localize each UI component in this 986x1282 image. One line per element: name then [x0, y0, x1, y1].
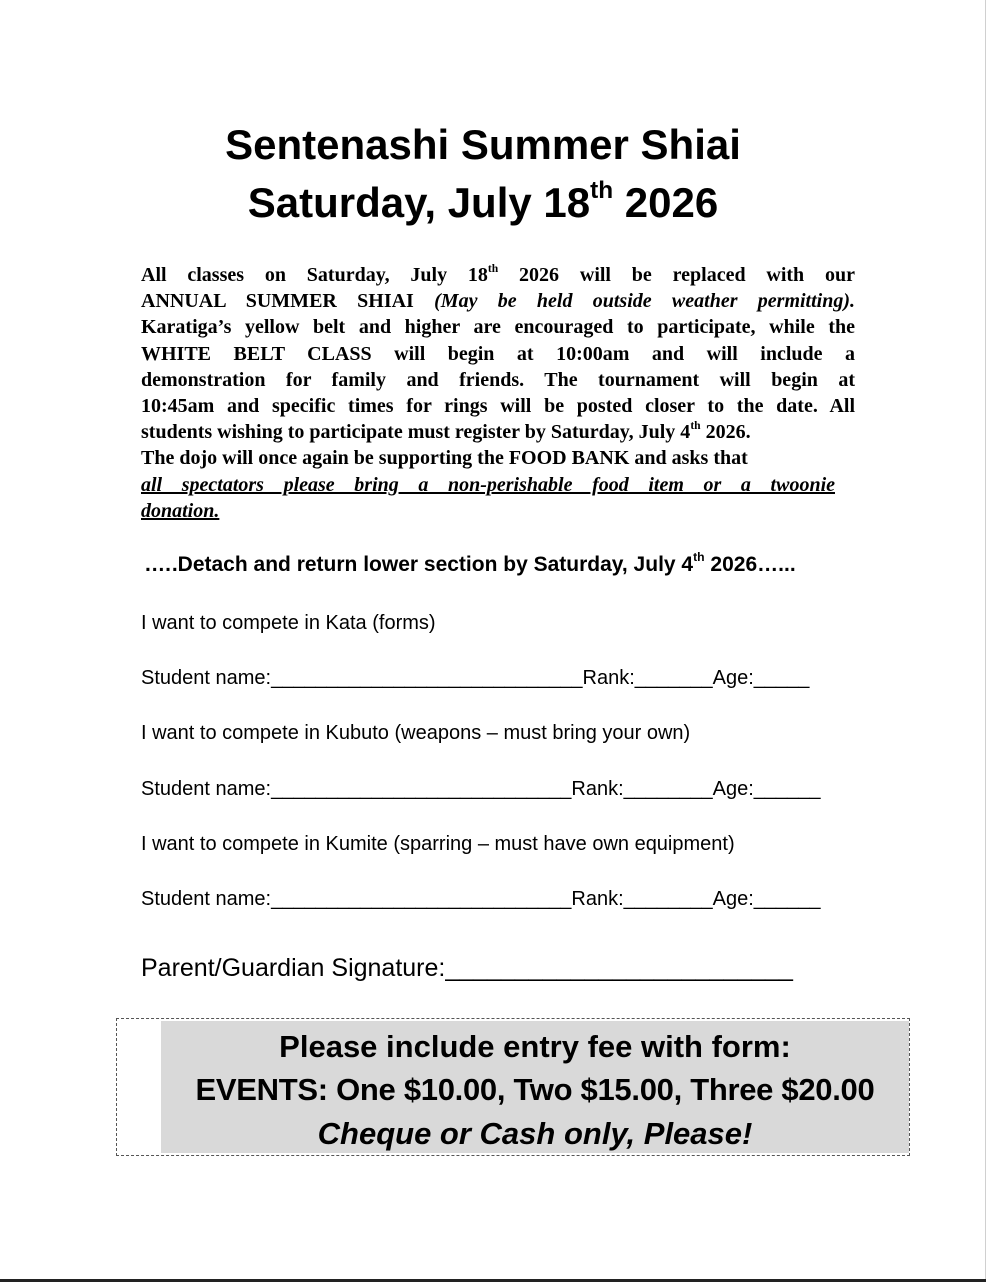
- description-line: WHITE BELT CLASS will begin at 10:00am and will include a: [141, 342, 855, 365]
- food-bank-request-end: donation.: [141, 499, 220, 522]
- kumite-entry-row[interactable]: Student name:___________________________Rank:________Age:______: [141, 888, 821, 910]
- entry-fee-heading: Please include entry fee with form:: [279, 1029, 791, 1064]
- kubuto-label: I want to compete in Kubuto (weapons – must bring your own): [141, 722, 691, 744]
- description-line: All classes on Saturday, July 18th 2026 will be replaced with our: [141, 261, 855, 286]
- kumite-label: I want to compete in Kumite (sparring – must have own equipment): [141, 833, 735, 855]
- description-line: The dojo will once again be supporting the FOOD BANK and asks that: [141, 447, 748, 470]
- event-description: [141, 262, 855, 524]
- description-line: ANNUAL SUMMER SHIAI (May be held outside weather permitting).: [141, 290, 856, 313]
- entry-fee-panel: [161, 1021, 909, 1153]
- detach-instruction: .….Detach and return lower section by Saturday, July 4th 2026…...: [145, 550, 796, 576]
- payment-methods: Cheque or Cash only, Please!: [317, 1116, 753, 1151]
- kata-label: I want to compete in Kata (forms): [141, 612, 436, 634]
- event-prices: EVENTS: One $10.00, Two $15.00, Three $20.00: [195, 1072, 875, 1107]
- event-date-heading: Saturday, July 18th 2026: [247, 177, 719, 226]
- food-bank-request: all spectators please bring a non-perishable food item or a twoonie: [141, 473, 835, 496]
- guardian-signature-line[interactable]: Parent/Guardian Signature:_________________________: [141, 954, 793, 982]
- description-line: Karatiga’s yellow belt and higher are encouraged to participate, while the: [141, 316, 855, 339]
- description-line: students wishing to participate must register by Saturday, July 4th 2026.: [141, 418, 751, 444]
- description-line: demonstration for family and friends. The tournament will begin at: [141, 368, 855, 391]
- page-title: Sentenashi Summer Shiai: [225, 121, 741, 168]
- kubuto-entry-row[interactable]: Student name:___________________________Rank:________Age:______: [141, 778, 821, 800]
- entry-fee-box: [116, 1018, 910, 1156]
- description-line: 10:45am and specific times for rings will be posted closer to the date. All: [141, 394, 855, 417]
- kata-entry-row[interactable]: Student name:____________________________Rank:_______Age:_____: [141, 667, 810, 689]
